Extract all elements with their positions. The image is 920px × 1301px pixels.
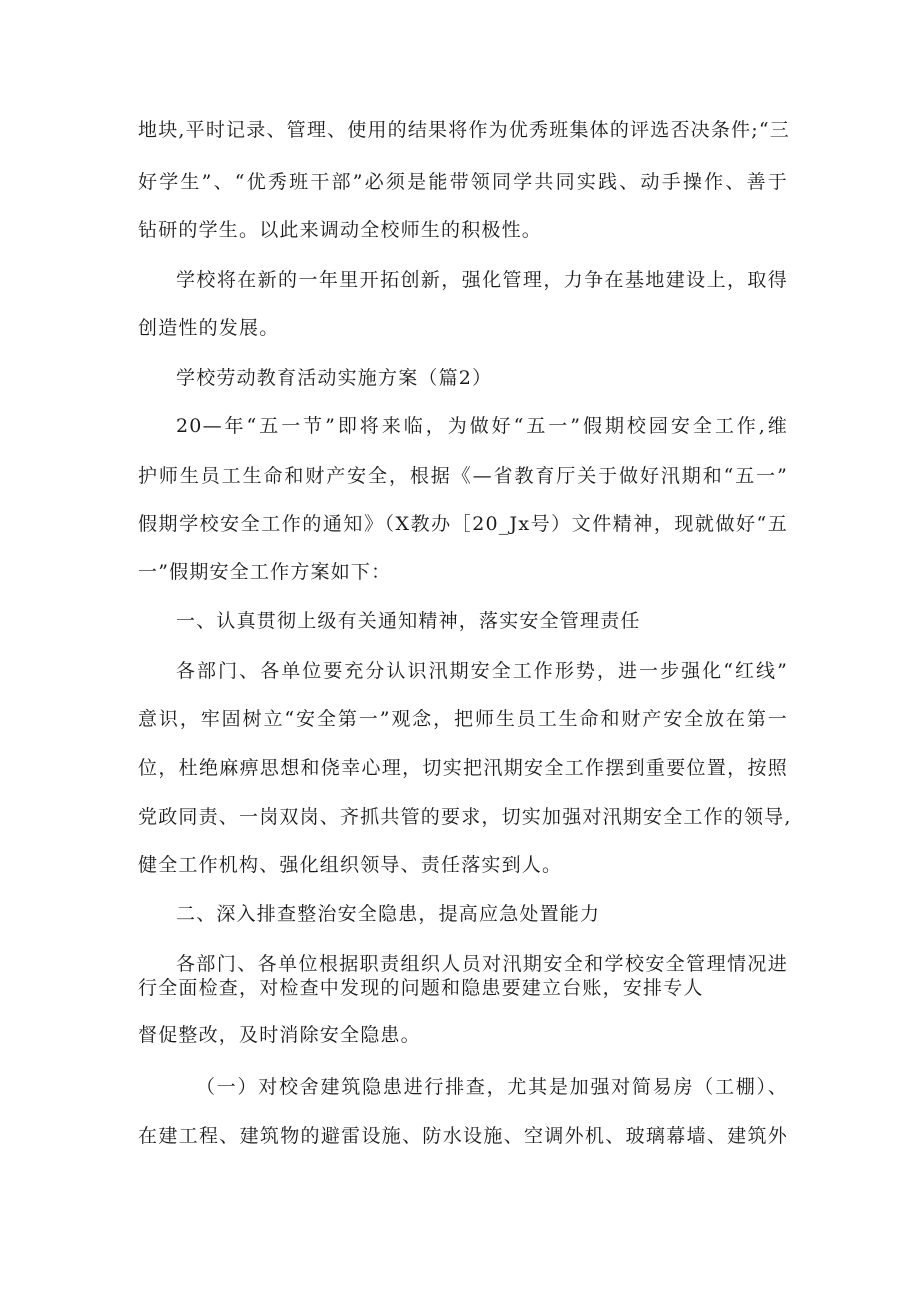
- section-title: 学校劳动教育活动实施方案（篇2）: [176, 367, 493, 389]
- paragraph-line: 地块,平时记录、管理、使用的结果将作为优秀班集体的评选否决条件;“三: [138, 119, 790, 141]
- paragraph-line: 好学生”、“优秀班干部”必须是能带领同学共同实践、动手操作、善于: [138, 171, 788, 193]
- paragraph-line: （一）对校舍建筑隐患进行排查，尤其是加强对简易房（工棚）、: [196, 1076, 788, 1098]
- paragraph-line: 健全工作机构、强化组织领导、责任落实到人。: [138, 854, 563, 876]
- paragraph-line: 护师生员工生命和财产安全，根据《—省教育厅关于做好汛期和“五一”: [138, 465, 788, 487]
- paragraph-line: 一”假期安全工作方案如下：: [138, 561, 392, 583]
- paragraph-line: 20—年“五一节”即将来临，为做好“五一”假期校园安全工作,维: [176, 415, 788, 437]
- paragraph-line: 督促整改，及时消除安全隐患。: [138, 1024, 421, 1046]
- paragraph-line: 在建工程、建筑物的避雷设施、防水设施、空调外机、玻璃幕墙、建筑外: [138, 1125, 788, 1147]
- paragraph-line: 行全面检查，对检查中发现的问题和隐患要建立台账，安排专人: [138, 977, 704, 999]
- paragraph-line: 意识，牢固树立“安全第一”观念，把师生员工生命和财产安全放在第一: [138, 708, 788, 730]
- section-heading: 二、深入排查整治安全隐患，提高应急处置能力: [176, 903, 601, 925]
- paragraph-line: 各部门、各单位根据职责组织人员对汛期安全和学校安全管理情况进: [176, 953, 788, 975]
- paragraph-line: 位，杜绝麻痹思想和侥幸心理，切实把汛期安全工作摆到重要位置，按照: [138, 757, 788, 779]
- paragraph-line: 钻研的学生。以此来调动全校师生的积极性。: [138, 219, 543, 241]
- paragraph-line: 各部门、各单位要充分认识汛期安全工作形势，进一步强化“红线”: [176, 660, 788, 682]
- paragraph-line: 学校将在新的一年里开拓创新，强化管理，力争在基地建设上，取得: [176, 269, 788, 291]
- paragraph-line: 假期学校安全工作的通知》（X教办［20_Jx号）文件精神，现就做好“五: [138, 513, 788, 535]
- paragraph-line: 党政同责、一岗双岗、齐抓共管的要求，切实加强对汛期安全工作的领导,: [138, 806, 792, 828]
- section-heading: 一、认真贯彻上级有关通知精神，落实安全管理责任: [176, 610, 641, 632]
- paragraph-line: 创造性的发展。: [138, 317, 280, 339]
